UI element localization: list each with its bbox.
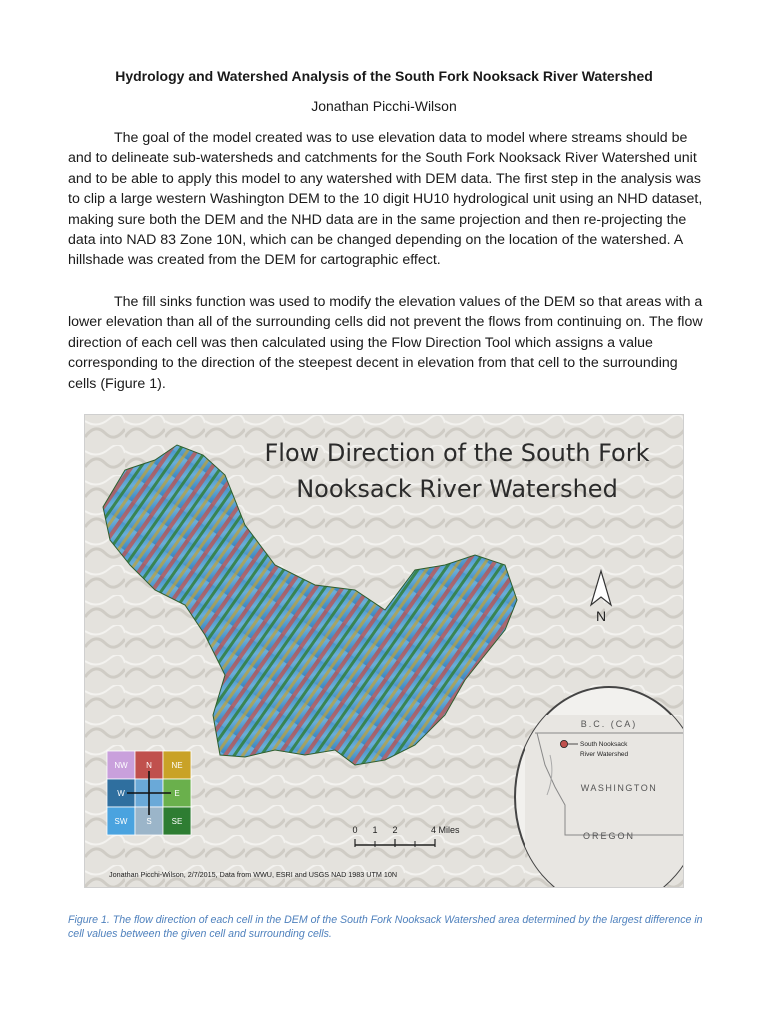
inset-marker-label-2: River Watershed [580,751,629,758]
legend-label-s: S [146,817,152,826]
document-title: Hydrology and Watershed Analysis of the South Fork Nooksack River Watershed [115,68,653,84]
scale-tick-3: 4 Miles [431,825,460,835]
map-title-line1: Flow Direction of the South Fork [264,439,650,467]
flow-direction-map [85,415,683,887]
legend-label-e: E [174,789,180,798]
paragraph-2: The fill sinks function was used to modify the elevation values of the DEM so that areas with a lower elevation than all of the surrounding cells did not prevent the flows from continuing on. The flow direction of each cell was then calculated using the Flow Direction Tool which assigns a value corresponding to the direction of the steepest decent in elevation from that cell to the surrounding cells (Figure 1). [68,294,703,392]
inset-oregon-label: OREGON [582,831,636,841]
legend-label-n: N [146,761,152,770]
figure-caption: Figure 1. The flow direction of each cell in the DEM of the South Fork Nooksack Watershed area determined by the largest difference in cell values between the given cell and surrounding cells. [68,914,703,940]
legend-label-se: SE [171,817,183,826]
scale-tick-1: 1 [372,825,378,835]
document-author: Jonathan Picchi-Wilson [311,98,457,114]
inset-washington-label: WASHINGTON [580,783,658,793]
figure-1-map [84,414,684,888]
legend-label-ne: NE [171,761,183,770]
north-label: N [595,608,607,624]
map-credit: Jonathan Picchi-Wilson, 2/7/2015, Data from WWU, ESRI and USGS NAD 1983 UTM 10N [109,870,398,879]
legend-label-sw: SW [114,817,128,826]
watershed-location-marker [560,740,567,747]
legend-label-w: W [117,789,125,798]
scale-tick-0: 0 [352,825,358,835]
inset-marker-label-1: South Nooksack [580,741,628,748]
map-title-line2: Nooksack River Watershed [296,475,618,503]
paragraph-1: The goal of the model created was to use elevation data to model where streams should be and to delineate sub-watersheds and catchments for the South Fork Nooksack River Watershed unit and to be able to apply this model to any watershed with DEM data. The first step in the analysis was to clip a large western Washington DEM to the 10 digit HU10 hydrological unit using an NHD dataset, making sure both the DEM and the NHD data are in the same projection and then re-projecting the data into NAD 83 Zone 10N, which can be changed depending on the location of the watershed. A hillshade was created from the DEM for cartographic effect. [68,130,703,269]
legend-label-nw: NW [114,761,128,770]
inset-bc-label: B.C. (CA) [580,719,638,729]
flow-direction-legend [107,751,191,835]
scale-tick-2: 2 [392,825,398,835]
